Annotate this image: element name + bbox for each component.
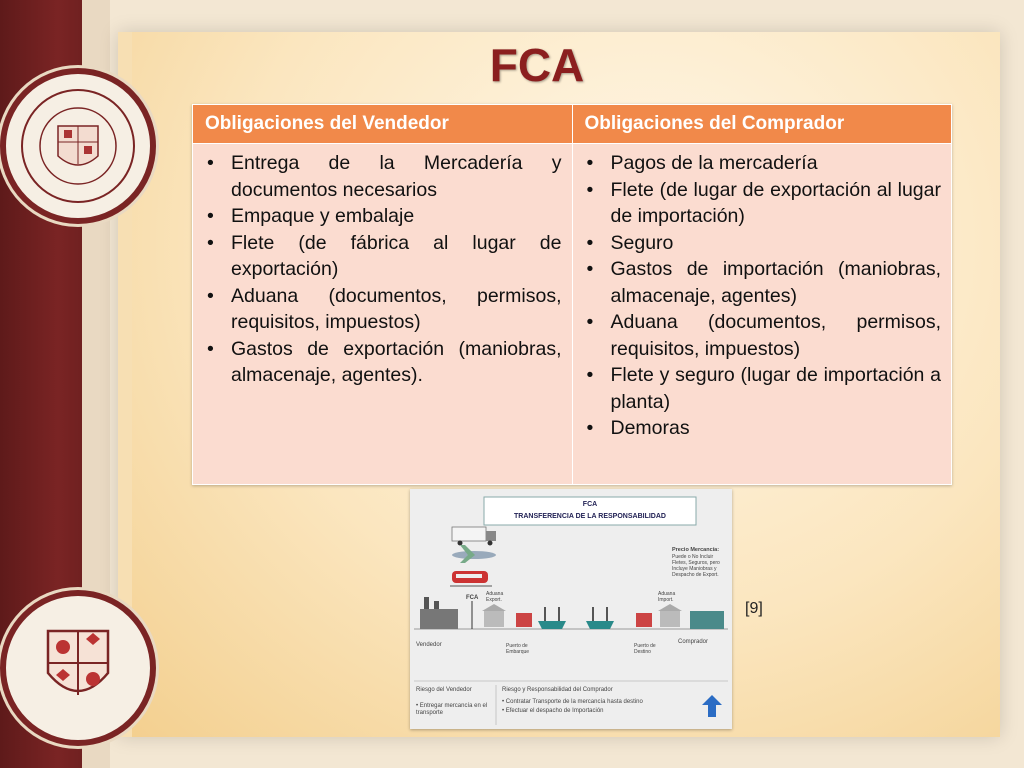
vendedor-label: Vendedor xyxy=(416,642,442,648)
customs-building-icon xyxy=(482,604,506,627)
ship-icon xyxy=(538,607,614,629)
seller-list xyxy=(201,150,562,389)
buyer-item: • Seguro xyxy=(581,230,942,257)
reference-label: [9] xyxy=(745,600,763,617)
seller-item: • Flete (de fábrica al lugar de exportación) xyxy=(201,230,562,283)
riesgo-vendedor-item: • Entregar mercancía en el transporte xyxy=(416,703,488,716)
train-icon xyxy=(450,571,492,586)
riesgo-comprador-item: • Contratar Transporte de la mercancía hasta destino xyxy=(502,699,643,705)
factory-icon xyxy=(420,597,458,629)
seller-item: • Gastos de exportación (maniobras, almacenaje, agentes). xyxy=(201,336,562,389)
fca-label: FCA xyxy=(466,595,479,601)
buyer-cell xyxy=(572,144,952,485)
seller-item: • Empaque y embalaje xyxy=(201,203,562,230)
buyer-item: • Flete y seguro (lugar de importación a planta) xyxy=(581,362,942,415)
buyer-item: • Pagos de la mercadería xyxy=(581,150,942,177)
riesgo-vendedor-title: Riesgo del Vendedor xyxy=(416,687,472,693)
puerto-embarque-label: Puerto de Embarque xyxy=(506,643,530,655)
aduana-export-label: Aduana Export. xyxy=(486,591,504,603)
price-title: Precio Mercancía: xyxy=(672,547,720,553)
up-arrow-icon xyxy=(702,695,722,717)
fca-responsibility-diagram xyxy=(410,489,732,729)
puerto-destino-label: Puerto de Destino xyxy=(634,643,656,655)
seller-item: • Entrega de la Mercadería y documentos necesarios xyxy=(201,150,562,203)
obligations-table xyxy=(192,104,952,485)
buyer-item: • Flete (de lugar de exportación al lugar de importación) xyxy=(581,177,942,230)
slide-title: FCA xyxy=(489,39,585,91)
faculty-seal-icon xyxy=(0,590,156,746)
riesgo-comprador-item: • Efectuar el despacho de Importación xyxy=(502,708,604,714)
riesgo-comprador-title: Riesgo y Responsabilidad del Comprador xyxy=(502,687,613,693)
aduana-import-label: Aduana Import. xyxy=(658,591,676,603)
truck-icon xyxy=(452,527,496,546)
buyer-item: • Demoras xyxy=(581,415,942,442)
diagram-title: FCA xyxy=(582,501,598,508)
buyer-item: • Gastos de importación (maniobras, almacenaje, agentes) xyxy=(581,256,942,309)
buyer-list xyxy=(581,150,942,442)
plane-icon xyxy=(452,545,496,563)
price-text: Puede o No Incluir Fletes, Seguros, pero Incluye Maniobras y Despacho de Export. xyxy=(672,554,720,578)
seller-item: • Aduana (documentos, permisos, requisitos, impuestos) xyxy=(201,283,562,336)
diagram-subtitle: TRANSFERENCIA DE LA RESPONSABILIDAD xyxy=(514,513,666,520)
seller-cell xyxy=(193,144,573,485)
seller-header: Obligaciones del Vendedor xyxy=(193,105,573,144)
buyer-item: • Aduana (documentos, permisos, requisitos, impuestos) xyxy=(581,309,942,362)
buyer-header: Obligaciones del Comprador xyxy=(572,105,952,144)
comprador-label: Comprador xyxy=(678,639,709,645)
